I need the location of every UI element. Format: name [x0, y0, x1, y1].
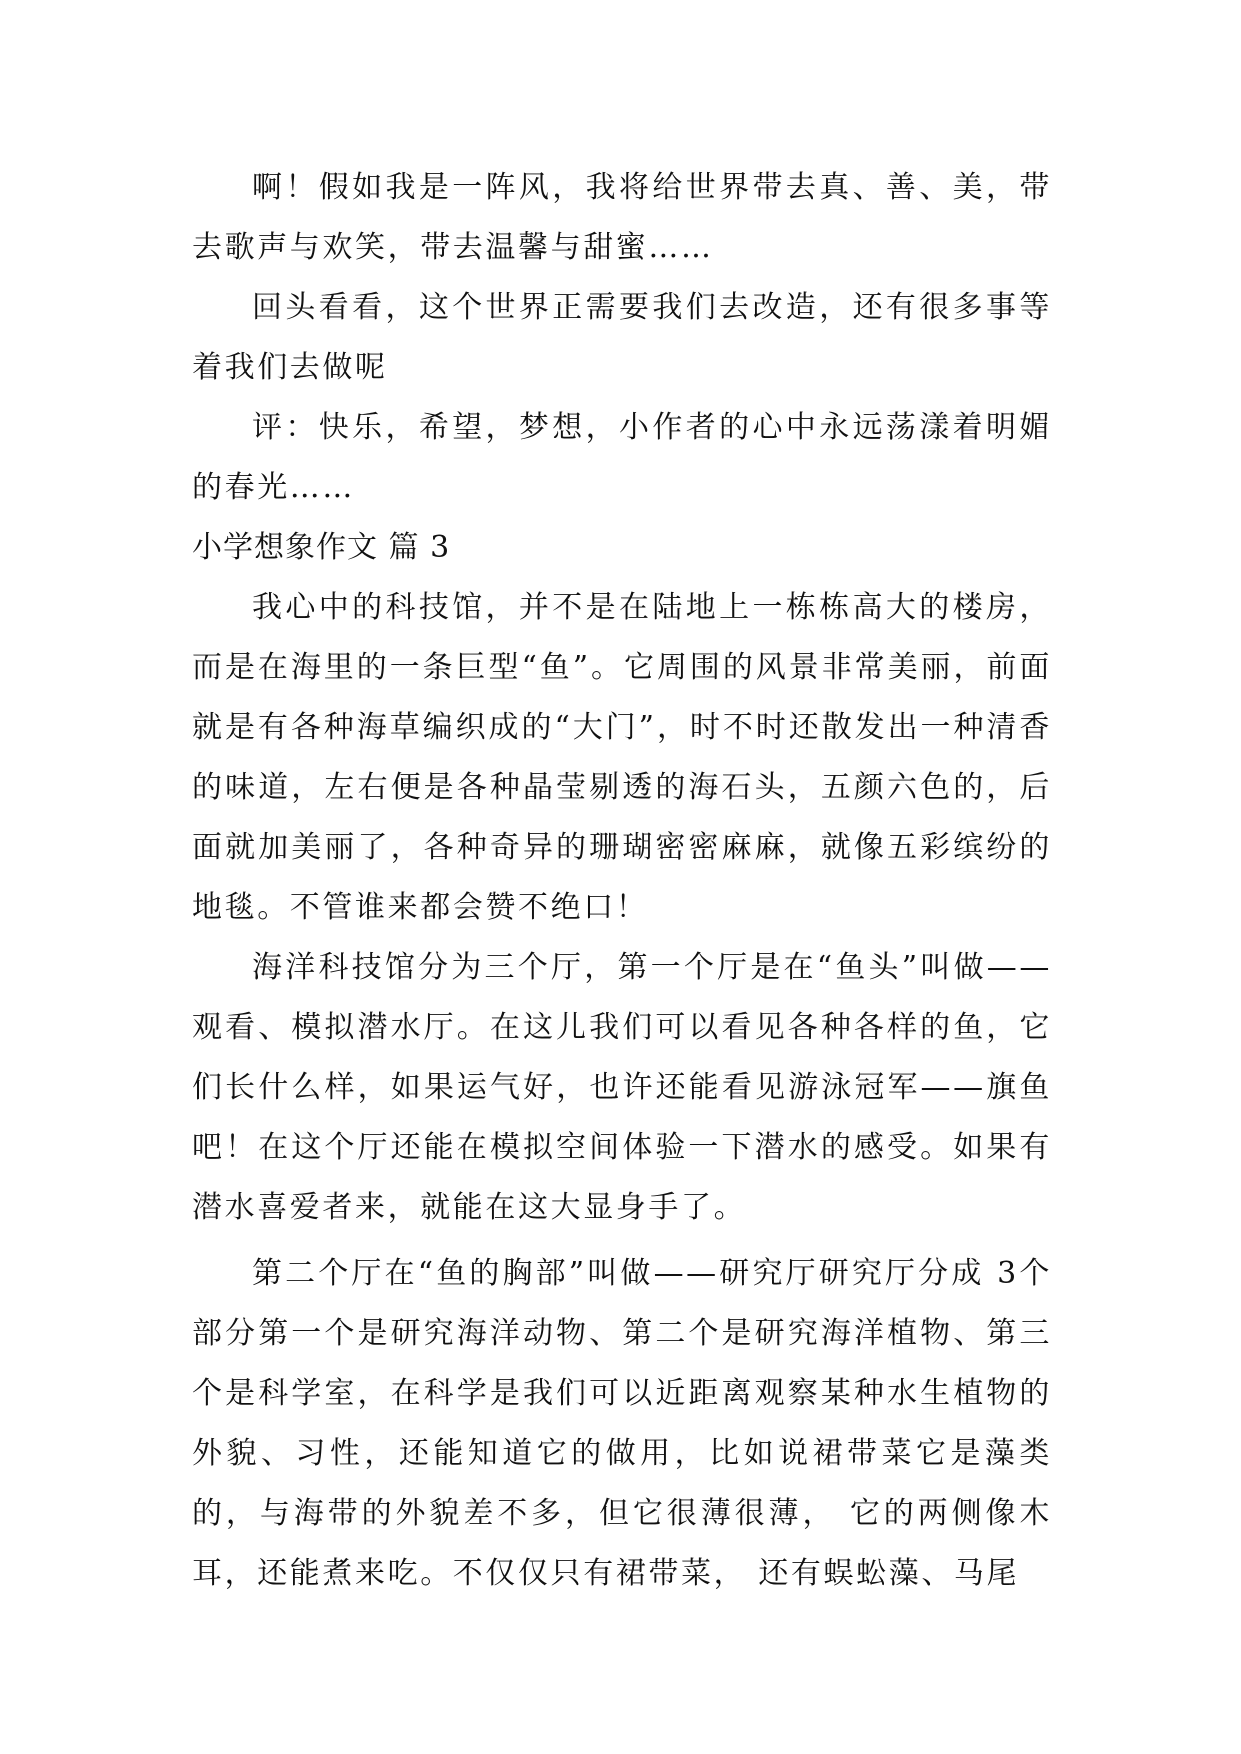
paragraph-three-halls: 海洋科技馆分为三个厅，第一个厅是在“鱼头”叫做——观看、模拟潜水厅。在这儿我们可以看见各种各样的鱼，它们长什么样，如果运气好，也许还能看见游泳冠军——旗鱼吧！在这个厅还能在模拟空间体验一下潜水的感受。如果有潜水喜爱者来，就能在这大显身手了。 — [192, 950, 1052, 1225]
paragraph-comment: 评：快乐，希望，梦想，小作者的心中永远荡漾着明媚的春光…… — [192, 410, 1052, 505]
paragraph-tech-museum: 我心中的科技馆，并不是在陆地上一栋栋高大的楼房，而是在海里的一条巨型“鱼”。它周围的风景非常美丽，前面就是有各种海草编织成的“大门”，时不时还散发出一种清香的味道，左右便是各种晶莹剔透的海石头，五颜六色的，后面就加美丽了，各种奇异的珊瑚密密麻麻，就像五彩缤纷的地毯。不管谁来都会赞不绝口！ — [192, 590, 1052, 925]
paragraph-wind: 啊！假如我是一阵风，我将给世界带去真、善、美，带去歌声与欢笑，带去温馨与甜蜜…… — [192, 170, 1052, 265]
paragraph-look-back: 回头看看，这个世界正需要我们去改造，还有很多事等着我们去做呢 — [192, 290, 1052, 385]
document-body — [192, 158, 1052, 1604]
paragraph-second-hall: 第二个厅在“鱼的胸部”叫做——研究厅研究厅分成 3个部分第一个是研究海洋动物、第二个是研究海洋植物、第三个是科学室，在科学是我们可以近距离观察某种水生植物的外貌、习性，还能知道它的做用，比如说裙带菜它是藻类的，与海带的外貌差不多，但它很薄很薄， 它的两侧像木耳，还能煮来吃。不仅仅只有裙带菜， 还有蜈蚣藻、马尾 — [192, 1256, 1052, 1591]
section-heading: 小学想象作文 篇 3 — [192, 530, 451, 565]
